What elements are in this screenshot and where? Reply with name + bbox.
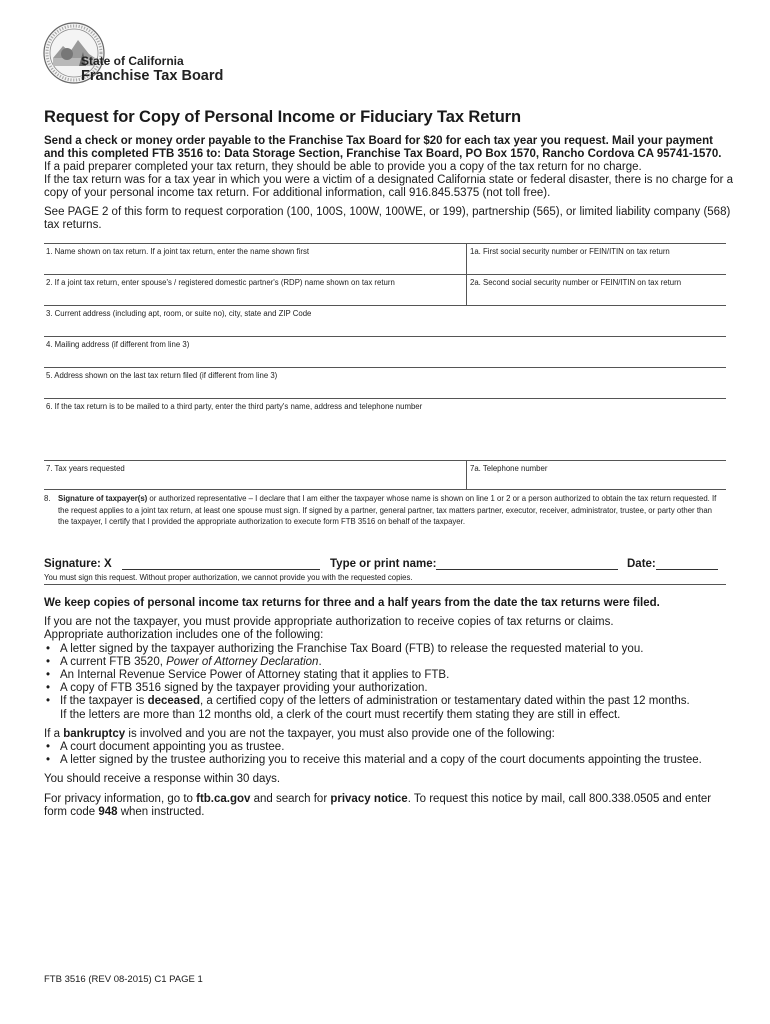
last-return-address-input[interactable] [46, 382, 726, 398]
list-item: • A letter signed by the trustee authorizing you to receive this material and a copy of the court documents appointing the trustee. [44, 754, 734, 767]
second-ssn-input[interactable] [470, 289, 726, 305]
authorization-instructions [44, 597, 734, 819]
field-1-label: 1. Name shown on tax return. If a joint tax return, enter the name shown first [46, 247, 310, 256]
print-name-label: Type or print name: [330, 558, 437, 570]
retention-notice: We keep copies of personal income tax returns for three and a half years from the date the tax returns were filed. [44, 597, 660, 609]
list-item: • An Internal Revenue Service Power of Attorney stating that it applies to FTB. [44, 669, 734, 682]
form-line [44, 367, 726, 368]
privacy-info: For privacy information, go to ftb.ca.gov and search for privacy notice. To request this notice by mail, call 800.338.0505 and enter form code 948 when instructed. [44, 792, 712, 818]
form-line [44, 398, 726, 399]
agency-name [81, 54, 223, 84]
telephone-input[interactable] [470, 474, 726, 490]
form-divider [466, 243, 467, 305]
signature-note: You must sign this request. Without proper authorization, we cannot provide you with the requested copies. [44, 573, 413, 582]
field-4-label: 4. Mailing address (if different from line 3) [46, 340, 190, 349]
field-5-label: 5. Address shown on the last tax return filed (if different from line 3) [46, 371, 278, 380]
signature-label: Signature: X [44, 558, 112, 570]
form-footer: FTB 3516 (REV 08-2015) C1 PAGE 1 [44, 974, 203, 985]
not-taxpayer-text: If you are not the taxpayer, you must provide appropriate authorization to receive copies of tax returns or claims. [44, 616, 614, 629]
state-name: State of California [81, 54, 184, 68]
list-item: • A current FTB 3520, Power of Attorney Declaration. [44, 656, 734, 669]
field-2-label: 2. If a joint tax return, enter spouse's / registered domestic partner's (RDP) name shown on tax return [46, 278, 395, 287]
list-item: • A court document appointing you as trustee. [44, 741, 734, 754]
authorization-intro: Appropriate authorization includes one of the following: [44, 629, 324, 642]
print-name-line[interactable] [436, 569, 618, 570]
field-2a-label: 2a. Second social security number or FEIN/ITIN on tax return [470, 278, 682, 287]
declaration-bold: Signature of taxpayer(s) [58, 494, 148, 503]
current-address-input[interactable] [46, 320, 726, 336]
list-item: • A letter signed by the taxpayer authorizing the Franchise Tax Board (FTB) to release the requested material to you. [44, 643, 734, 656]
declaration-text [44, 493, 724, 528]
signature-line[interactable] [122, 569, 320, 570]
board-name: Franchise Tax Board [81, 68, 224, 84]
spouse-name-input[interactable] [46, 289, 466, 305]
date-line[interactable] [656, 569, 718, 570]
form-line [44, 336, 726, 337]
intro-line-3: See PAGE 2 of this form to request corporation (100, 100S, 100W, 100WE, or 199), partnership (565), or limited liability company (568) tax returns. [44, 206, 731, 231]
form-line [44, 243, 726, 244]
first-ssn-input[interactable] [470, 258, 726, 274]
mailing-address-input[interactable] [46, 351, 726, 367]
form-line [44, 584, 726, 585]
form-line [44, 460, 726, 461]
list-item: • If the taxpayer is deceased, a certified copy of the letters of administration or testamentary dated within the past 12 months. If the letters are more than 12 months old, a clerk of the court must recertify them stating they are still in effect. [44, 695, 734, 721]
field-6-label: 6. If the tax return is to be mailed to a third party, enter the third party's name, address and telephone number [46, 402, 423, 411]
bankruptcy-list [44, 741, 734, 767]
intro-line-2: If the tax return was for a tax year in which you were a victim of a designated California state or federal disaster, there is no charge for a copy of your personal income tax return. For additional information, call 916.845.5375 (not toll free). [44, 174, 734, 199]
declaration [44, 493, 724, 528]
authorization-list [44, 643, 734, 722]
field-7a-label: 7a. Telephone number [470, 464, 548, 473]
form-divider [466, 460, 467, 489]
response-time: You should receive a response within 30 days. [44, 773, 281, 786]
field-3-label: 3. Current address (including apt, room, or suite no), city, state and ZIP Code [46, 309, 312, 318]
third-party-input[interactable] [46, 414, 726, 460]
form-title: Request for Copy of Personal Income or Fiduciary Tax Return [44, 108, 521, 126]
field-1a-label: 1a. First social security number or FEIN/ITIN on tax return [470, 247, 670, 256]
date-label: Date: [627, 558, 656, 570]
form-line [44, 305, 726, 306]
taxpayer-name-input[interactable] [46, 258, 466, 274]
field-7-label: 7. Tax years requested [46, 464, 125, 473]
list-item: • A copy of FTB 3516 signed by the taxpayer providing your authorization. [44, 682, 734, 695]
field-8-number: 8. [44, 494, 51, 503]
tax-years-input[interactable] [46, 474, 466, 490]
intro-bold: Send a check or money order payable to the Franchise Tax Board for $20 for each tax year you request. Mail your payment and this completed FTB 3516 to: Data Storage Section, Franchise Tax Board, PO Box 1570, Rancho Cordova CA 95741-1570. [44, 135, 722, 160]
form-line [44, 274, 726, 275]
bankruptcy-intro: If a bankruptcy is involved and you are not the taxpayer, you must also provide one of the following: [44, 727, 555, 740]
intro-line-1: If a paid preparer completed your tax return, they should be able to provide you a copy of the tax return for no charge. [44, 161, 642, 173]
declaration-body: or authorized representative – I declare that I am either the taxpayer whose name is shown on line 1 or 2 or a person authorized to obtain the tax return requested. If the request applies to a joint tax return, at least one spouse must sign. If signed by a partner, general partner, tax matters partner, executor, receiver, administrator, trustee, or party other than the taxpayer, I certify that I provided the appropriate authorization to execute form FTB 3516 on behalf of the taxpayer. [58, 494, 717, 526]
ftb-website-link[interactable]: ftb.ca.gov [196, 792, 251, 805]
intro-instructions [44, 135, 734, 232]
